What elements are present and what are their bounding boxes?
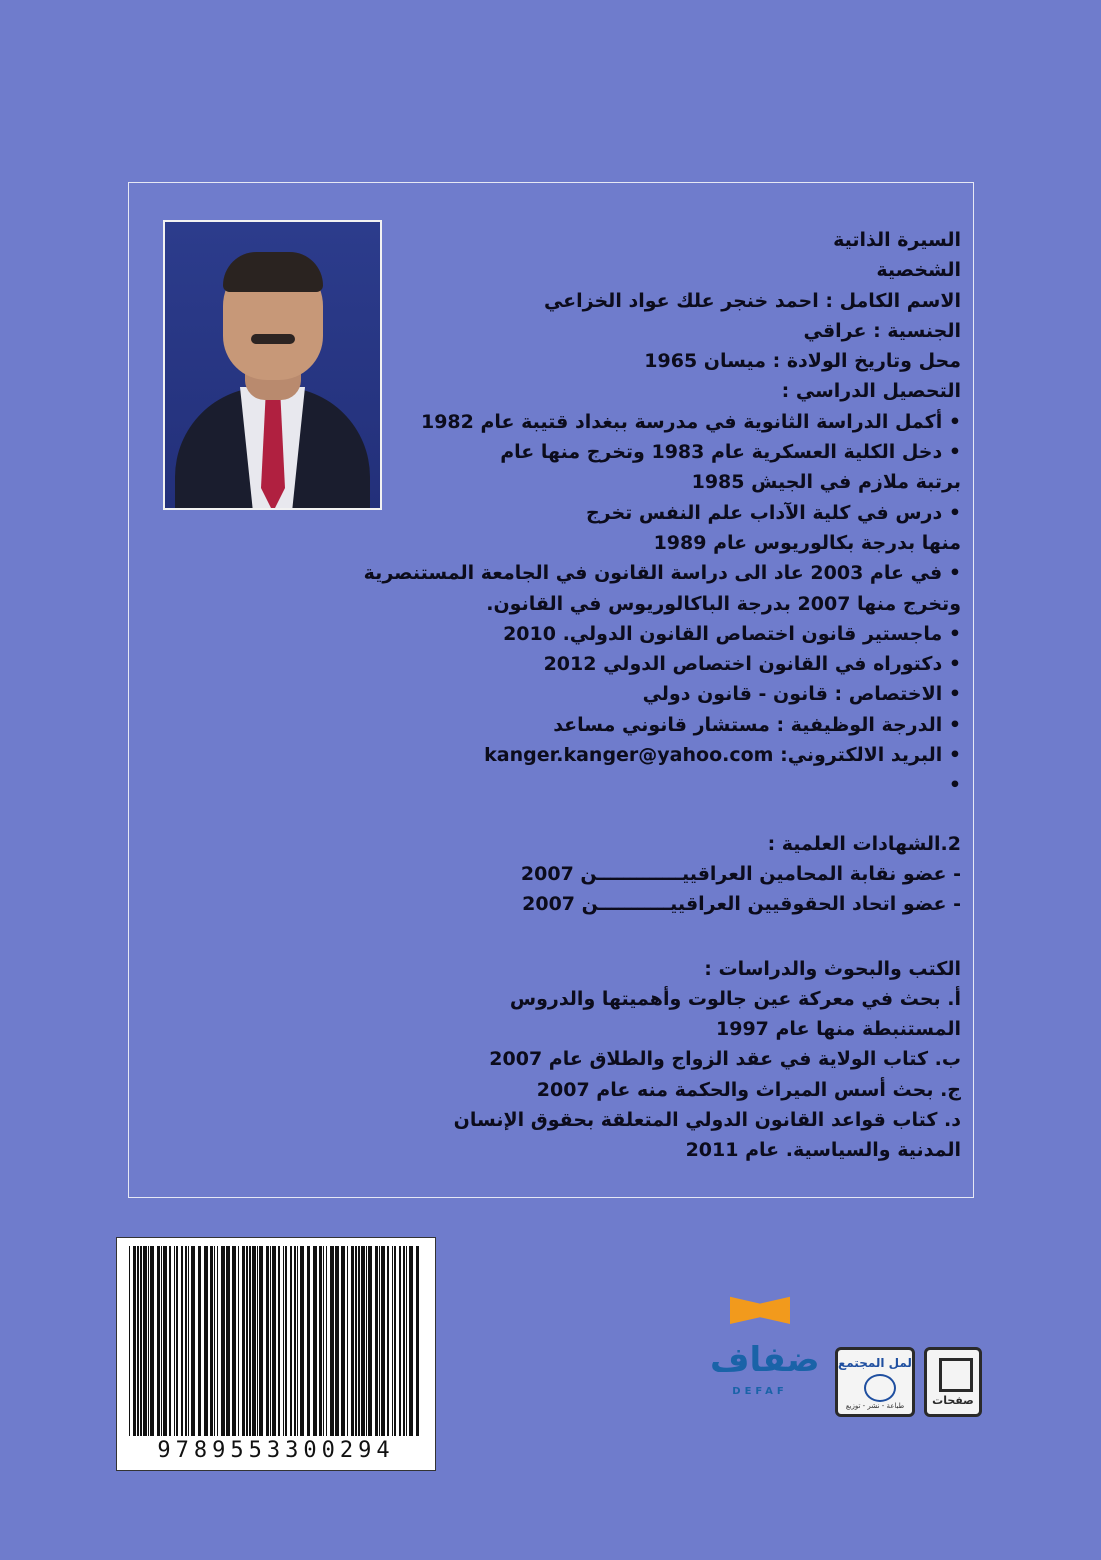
book-item: المدنية والسياسية. عام 2011 <box>685 1139 961 1162</box>
cv-line: • درس في كلية الآداب علم النفس تخرج <box>585 501 961 524</box>
barcode-bar <box>355 1246 357 1436</box>
cv-line: • دخل الكلية العسكرية عام 1983 وتخرج منها عام <box>500 441 961 464</box>
barcode-bar <box>137 1246 139 1436</box>
barcode-bar <box>409 1246 413 1436</box>
isbn-number: 9789553300294 <box>157 1438 395 1463</box>
barcode-bar <box>185 1246 187 1436</box>
safahat-name: صفحات <box>932 1394 974 1407</box>
barcode-bar <box>379 1246 380 1436</box>
cv-line: الاسم الكامل : احمد خنجر علك عواد الخزاعي <box>543 289 961 312</box>
barcode-bar <box>232 1246 236 1436</box>
cv-text <box>311 225 961 1166</box>
email-line: • البريد الالكتروني: kanger.kanger@yahoo.com <box>484 744 961 767</box>
barcode-bar <box>214 1246 215 1436</box>
book-icon <box>730 1290 790 1324</box>
barcode-bar <box>406 1246 407 1436</box>
barcode-bar <box>375 1246 378 1436</box>
barcode-bar <box>257 1246 258 1436</box>
barcode-bar <box>366 1246 367 1436</box>
jamea-name: لمل المجتمع <box>838 1356 912 1370</box>
cv-line: • الدرجة الوظيفية : مستشار قانوني مساعد <box>553 713 961 736</box>
barcode-bar <box>290 1246 292 1436</box>
barcode-bar <box>217 1246 218 1436</box>
books-title: الكتب والبحوث والدراسات : <box>704 957 961 980</box>
barcode-bar <box>226 1246 230 1436</box>
barcode-bar <box>330 1246 334 1436</box>
cv-line: • ماجستير قانون اختصاص القانون الدولي. 2010 <box>503 622 961 645</box>
cv-line: • أكمل الدراسة الثانوية في مدرسة ببغداد قتيبة عام 1982 <box>420 410 961 433</box>
barcode-bar <box>272 1246 276 1436</box>
jamea-sub: طباعة - نشر - توزيع <box>845 1402 905 1410</box>
cv-line: التحصيل الدراسي : <box>781 380 961 403</box>
difaf-latin: DEFAF <box>732 1386 788 1397</box>
barcode-bar <box>387 1246 389 1436</box>
barcode-bar <box>140 1246 142 1436</box>
barcode-bar <box>335 1246 339 1436</box>
barcode-bar <box>297 1246 298 1436</box>
barcode-bar <box>300 1246 304 1436</box>
barcode-bar <box>169 1246 171 1436</box>
cv-line: وتخرج منها 2007 بدرجة الباكالوريوس في القانون. <box>486 592 961 615</box>
barcode-bar <box>270 1246 271 1436</box>
difaf-logo <box>710 1290 820 1410</box>
cv-line: • في عام 2003 عاد الى دراسة القانون في الجامعة المستنصرية <box>363 562 961 585</box>
barcode-bar <box>326 1246 327 1436</box>
cv-line: • <box>948 774 961 797</box>
barcode-bar <box>266 1246 269 1436</box>
barcode-bar <box>174 1246 175 1436</box>
barcode-bar <box>161 1246 162 1436</box>
certificates-title: 2.الشهادات العلمية : <box>767 832 961 855</box>
book-item: أ. بحث في معركة عين جالوت وأهميتها والدروس <box>509 987 961 1010</box>
barcode-bar <box>157 1246 160 1436</box>
barcode-bar <box>394 1246 396 1436</box>
barcode-bar <box>163 1246 167 1436</box>
isbn-barcode <box>116 1237 436 1471</box>
barcode-bar <box>294 1246 296 1436</box>
certificate-item: - عضو نقابة المحامين العراقييـــــــــــــن 2007 <box>520 862 961 885</box>
barcode-bar <box>361 1246 365 1436</box>
barcode-bar <box>143 1246 147 1436</box>
barcode-bar <box>358 1246 360 1436</box>
jamea-logo <box>835 1347 915 1417</box>
barcode-bar <box>191 1246 195 1436</box>
barcode-bar <box>351 1246 354 1436</box>
barcode-bar <box>210 1246 213 1436</box>
difaf-name: ضفاف <box>710 1340 820 1380</box>
cv-line: محل وتاريخ الولادة : ميسان 1965 <box>644 350 961 373</box>
book-item: د. كتاب قواعد القانون الدولي المتعلقة بحقوق الإنسان <box>453 1109 961 1132</box>
barcode-bar <box>242 1246 245 1436</box>
barcode-bar <box>307 1246 310 1436</box>
barcode-bar <box>323 1246 324 1436</box>
cv-line: برتبة ملازم في الجيش 1985 <box>691 471 961 494</box>
barcode-bar <box>150 1246 154 1436</box>
emblem-icon <box>864 1374 896 1402</box>
barcode-bar <box>319 1246 322 1436</box>
certificate-item: - عضو اتحاد الحقوقيين العراقييـــــــــــن 2007 <box>522 893 961 916</box>
cv-line: الجنسية : عراقي <box>803 319 961 342</box>
barcode-bar <box>399 1246 401 1436</box>
barcode-bars <box>129 1246 425 1436</box>
barcode-bar <box>403 1246 405 1436</box>
barcode-bar <box>204 1246 208 1436</box>
barcode-bar <box>283 1246 284 1436</box>
barcode-bar <box>252 1246 256 1436</box>
barcode-bar <box>176 1246 178 1436</box>
barcode-bar <box>259 1246 263 1436</box>
barcode-bar <box>198 1246 201 1436</box>
cv-line: الشخصية <box>876 259 961 282</box>
cv-line: منها بدرجة بكالوريوس عام 1989 <box>653 531 961 554</box>
safahat-logo <box>924 1347 982 1417</box>
barcode-bar <box>368 1246 372 1436</box>
book-item: ج. بحث أسس الميراث والحكمة منه عام 2007 <box>536 1078 961 1101</box>
cv-line: • الاختصاص : قانون - قانون دولي <box>642 683 961 706</box>
cv-line: • دكتوراه في القانون اختصاص الدولي 2012 <box>543 653 961 676</box>
barcode-bar <box>381 1246 385 1436</box>
barcode-bar <box>181 1246 183 1436</box>
barcode-bar <box>347 1246 348 1436</box>
barcode-bar <box>313 1246 317 1436</box>
barcode-bar <box>285 1246 287 1436</box>
barcode-bar <box>148 1246 149 1436</box>
barcode-bar <box>392 1246 393 1436</box>
barcode-bar <box>278 1246 280 1436</box>
barcode-bar <box>133 1246 136 1436</box>
cv-line: السيرة الذاتية <box>833 229 961 251</box>
barcode-bar <box>341 1246 345 1436</box>
book-item: ب. كتاب الولاية في عقد الزواج والطلاق عام 2007 <box>489 1048 961 1071</box>
barcode-bar <box>416 1246 419 1436</box>
barcode-bar <box>188 1246 189 1436</box>
book-item: المستنبطة منها عام 1997 <box>716 1018 961 1041</box>
barcode-bar <box>249 1246 251 1436</box>
barcode-bar <box>246 1246 248 1436</box>
barcode-bar <box>221 1246 225 1436</box>
book-icon <box>939 1358 973 1392</box>
barcode-bar <box>238 1246 239 1436</box>
barcode-bar <box>129 1246 130 1436</box>
